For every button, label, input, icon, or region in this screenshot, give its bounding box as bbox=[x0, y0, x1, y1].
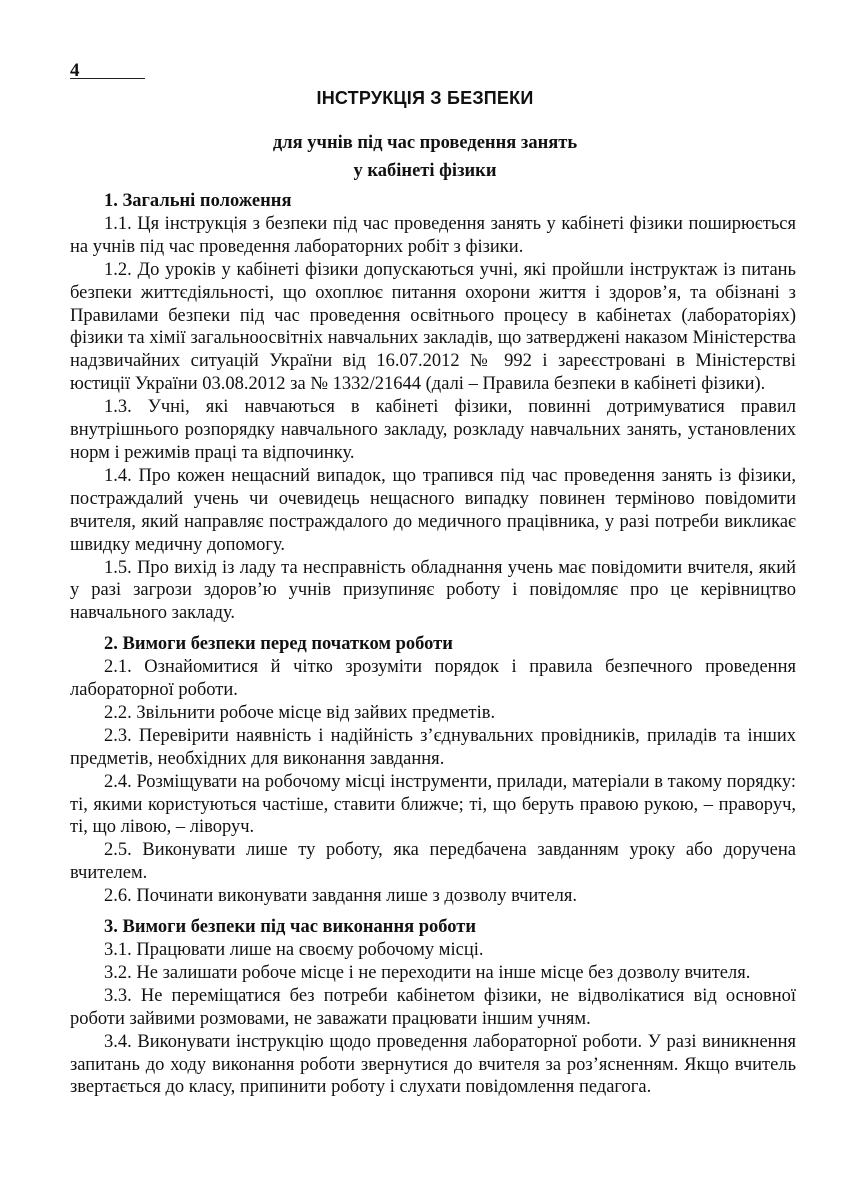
paragraph-2-6: 2.6. Починати виконувати завдання лише з дозволу вчителя. bbox=[104, 886, 577, 907]
paragraph-2-4: 2.4. Розміщувати на робочому місці інструменти, прилади, матеріали в такому порядку: ті, якими користуються частіше, ставити ближче; ті, що беруть правою рукою, – праворуч, ті, що лівою, – ліворуч. bbox=[70, 771, 796, 838]
paragraph-1-5: 1.5. Про вихід із ладу та несправність обладнання учень має повідомити вчителя, який у разі загрози здоров’ю учнів призупиняє роботу і повідомляє про це керівництво навчального закладу. bbox=[70, 557, 796, 624]
document-subtitle bbox=[0, 129, 850, 185]
paragraph-1-2: 1.2. До уроків у кабінеті фізики допускаються учні, які пройшли інструктаж із питань безпеки життєдіяльності, що охоплює питання охорони життя і здоров’я, та обізнані з Правилами безпеки під час проведення освітнього процесу в кабінетах (лабораторіях) фізики та хімії загальноосвітніх навчальних закладів, що затверджені наказом Міністерства надзвичайних ситуацій України від 16.07.2012 № 992 і зареєстровані в Міністерстві юстиції України 03.08.2012 за № 1332/21644 (далі – Правила безпеки в кабінеті фізики). bbox=[70, 259, 796, 395]
paragraph-2-1: 2.1. Ознайомитися й чітко зрозуміти порядок і правила безпечного проведення лабораторної роботи. bbox=[70, 657, 796, 701]
page-number-rule bbox=[70, 78, 145, 79]
section-general-provisions bbox=[70, 190, 796, 625]
document-body bbox=[70, 190, 796, 1099]
document-title: ІНСТРУКЦІЯ З БЕЗПЕКИ bbox=[316, 88, 534, 108]
paragraph-2-3: 2.3. Перевірити наявність і надійність з’єднувальних провідників, приладів та інших предметів, необхідних для виконання завдання. bbox=[70, 725, 796, 769]
section-before-work bbox=[70, 633, 796, 908]
paragraph-3-4: 3.4. Виконувати інструкцію щодо проведення лабораторної роботи. У разі виникнення запитань до ходу виконання роботи звернутися до вчителя за роз’ясненням. Якщо вчитель звертається до класу, припинити роботу і слухати повідомлення педагога. bbox=[70, 1031, 796, 1098]
paragraph-3-2: 3.2. Не залишати робоче місце і не переходити на інше місце без дозволу вчителя. bbox=[104, 962, 751, 983]
page-number: 4 bbox=[70, 60, 80, 81]
paragraph-3-1: 3.1. Працювати лише на своєму робочому місці. bbox=[104, 940, 484, 960]
paragraph-1-1: 1.1. Ця інструкція з безпеки під час проведення занять у кабінеті фізики поширюється на учнів під час проведення лабораторних робіт з фізики. bbox=[70, 213, 796, 257]
section-heading: 1. Загальні положення bbox=[104, 191, 292, 211]
paragraph-2-5: 2.5. Виконувати лише ту роботу, яка передбачена завданням уроку або доручена вчителем. bbox=[70, 840, 796, 884]
paragraph-1-4: 1.4. Про кожен нещасний випадок, що трапився під час проведення занять із фізики, постраждалий учень чи очевидець нещасного випадку повинен терміново повідомити вчителя, який направляє постраждалого до медичного працівника, у разі потреби викликає швидку медичну допомогу. bbox=[70, 465, 796, 555]
subtitle-line-1: для учнів під час проведення занять bbox=[272, 133, 578, 153]
paragraph-3-3: 3.3. Не переміщатися без потреби кабінетом фізики, не відволікатися від основної роботи зайвими розмовами, не заважати працювати іншим учням. bbox=[70, 985, 796, 1029]
section-during-work bbox=[70, 916, 796, 1099]
section-heading: 2. Вимоги безпеки перед початком роботи bbox=[104, 634, 453, 655]
subtitle-line-2: у кабінеті фізики bbox=[353, 161, 497, 181]
section-heading: 3. Вимоги безпеки під час виконання роботи bbox=[104, 917, 477, 938]
paragraph-1-3: 1.3. Учні, які навчаються в кабінеті фізики, повинні дотримуватися правил внутрішнього розпорядку навчального закладу, розкладу навчальних занять, установлених норм і режимів праці та відпочинку. bbox=[70, 397, 796, 463]
paragraph-2-2: 2.2. Звільнити робоче місце від зайвих предметів. bbox=[104, 702, 496, 723]
